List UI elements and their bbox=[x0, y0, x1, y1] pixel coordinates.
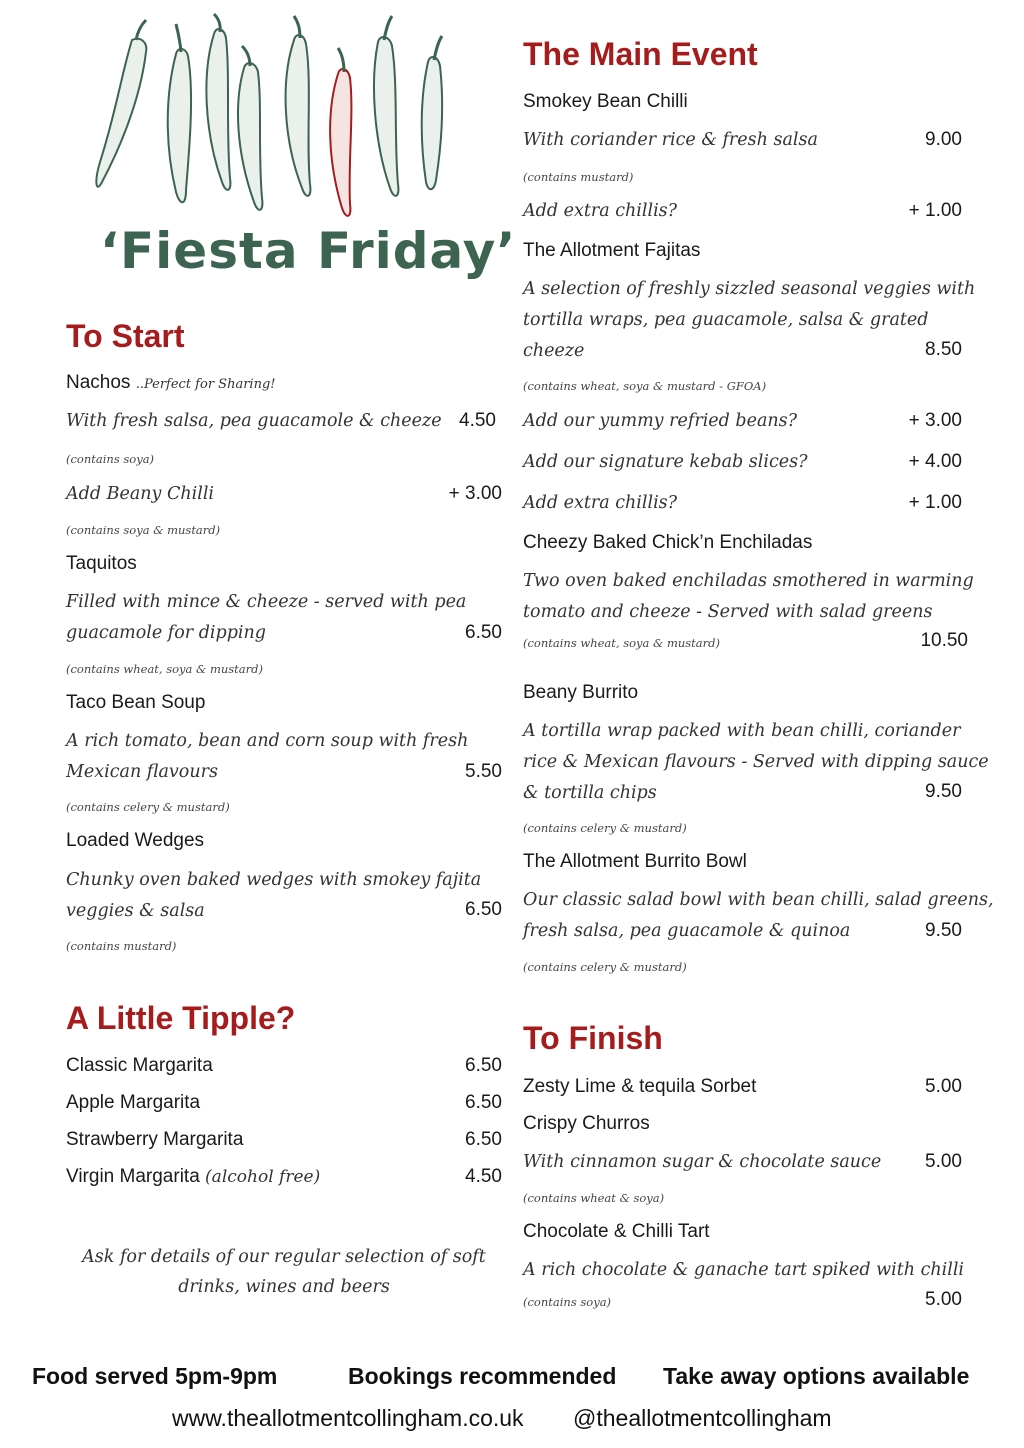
item-price: 9.50 bbox=[925, 781, 962, 802]
drink-price: 6.50 bbox=[465, 1055, 502, 1076]
chilli-icon bbox=[238, 46, 262, 210]
drinks-note-line: Ask for details of our regular selection of soft bbox=[82, 1247, 486, 1267]
drink-name: Virgin Margarita bbox=[66, 1166, 200, 1187]
chilli-red-icon bbox=[330, 48, 351, 216]
item-price: 5.00 bbox=[925, 1076, 962, 1097]
drinks-note bbox=[66, 1242, 502, 1302]
drink-virgin-margarita bbox=[66, 1166, 320, 1188]
item-price: 6.50 bbox=[465, 899, 502, 920]
item-price: 8.50 bbox=[925, 339, 962, 360]
item-description: rice & Mexican flavours - Served with dipping sauce bbox=[523, 752, 989, 772]
drink-price: 4.50 bbox=[465, 1166, 502, 1187]
allergen-note: (contains mustard) bbox=[523, 170, 634, 184]
addon-price: + 4.00 bbox=[908, 451, 962, 472]
addon-refried-beans: Add our yummy refried beans? bbox=[523, 411, 798, 431]
allergen-note: (contains celery & mustard) bbox=[523, 821, 687, 835]
menu-item-loaded-wedges: Loaded Wedges bbox=[66, 830, 205, 851]
allergen-note: (contains wheat, soya & mustard) bbox=[66, 662, 263, 676]
item-description: A selection of freshly sizzled seasonal veggies with bbox=[523, 279, 976, 299]
item-description: A tortilla wrap packed with bean chilli, coriander bbox=[523, 721, 961, 741]
item-price: 9.50 bbox=[925, 920, 962, 941]
menu-item-sorbet: Zesty Lime & tequila Sorbet bbox=[523, 1076, 757, 1097]
allergen-note: (contains wheat & soya) bbox=[523, 1191, 665, 1205]
addon-price: + 1.00 bbox=[908, 492, 962, 513]
chilli-icon bbox=[286, 16, 311, 196]
allergen-note: (contains soya & mustard) bbox=[66, 523, 221, 537]
drink-price: 6.50 bbox=[465, 1129, 502, 1150]
allergen-note: (contains mustard) bbox=[66, 939, 177, 953]
item-description: guacamole for dipping bbox=[66, 623, 267, 643]
item-description: A rich tomato, bean and corn soup with fresh bbox=[66, 731, 469, 751]
chilli-icon bbox=[96, 20, 146, 187]
item-description: Mexican flavours bbox=[66, 762, 218, 782]
section-heading-to-finish: To Finish bbox=[523, 1020, 663, 1056]
allergen-note: (contains soya) bbox=[523, 1295, 612, 1309]
chilli-icon bbox=[422, 36, 442, 189]
item-description: With coriander rice & fresh salsa bbox=[523, 130, 818, 150]
allergen-note: (contains celery & mustard) bbox=[66, 800, 230, 814]
item-description: With cinnamon sugar & chocolate sauce bbox=[523, 1152, 882, 1172]
menu-title: ‘Fiesta Friday’ bbox=[100, 222, 517, 280]
addon-price: + 3.00 bbox=[448, 483, 502, 504]
menu-item-nachos bbox=[66, 372, 276, 394]
item-price: 9.00 bbox=[925, 129, 962, 150]
item-description: Chunky oven baked wedges with smokey fajita bbox=[66, 870, 482, 890]
addon-price: + 3.00 bbox=[908, 410, 962, 431]
drink-classic-margarita: Classic Margarita bbox=[66, 1055, 213, 1076]
drink-apple-margarita: Apple Margarita bbox=[66, 1092, 201, 1113]
menu-item-taco-bean-soup: Taco Bean Soup bbox=[66, 692, 206, 713]
item-price: 4.50 bbox=[459, 410, 496, 431]
chilli-icon bbox=[374, 16, 398, 196]
addon-extra-chillis: Add extra chillis? bbox=[523, 201, 678, 221]
menu-item-smokey-bean-chilli: Smokey Bean Chilli bbox=[523, 91, 688, 112]
menu-item-churros: Crispy Churros bbox=[523, 1113, 650, 1134]
item-price: 10.50 bbox=[920, 630, 968, 651]
menu-item-chocolate-chilli-tart: Chocolate & Chilli Tart bbox=[523, 1221, 710, 1242]
item-price: 6.50 bbox=[465, 622, 502, 643]
item-description: fresh salsa, pea guacamole & quinoa bbox=[523, 921, 851, 941]
footer-social-handle[interactable]: @theallotmentcollingham bbox=[573, 1405, 832, 1431]
drinks-note-line: drinks, wines and beers bbox=[178, 1277, 390, 1297]
item-description: & tortilla chips bbox=[523, 783, 657, 803]
footer-takeaway: Take away options available bbox=[663, 1363, 970, 1389]
section-heading-to-start: To Start bbox=[66, 318, 185, 354]
item-description: A rich chocolate & ganache tart spiked with chilli bbox=[523, 1260, 965, 1280]
allergen-note: (contains soya) bbox=[66, 452, 155, 466]
footer-website-link[interactable]: www.theallotmentcollingham.co.uk bbox=[172, 1405, 524, 1431]
footer-bookings: Bookings recommended bbox=[348, 1363, 617, 1389]
addon-beany-chilli: Add Beany Chilli bbox=[66, 484, 215, 504]
menu-item-allotment-fajitas: The Allotment Fajitas bbox=[523, 240, 701, 261]
drink-note: (alcohol free) bbox=[205, 1167, 321, 1187]
drink-price: 6.50 bbox=[465, 1092, 502, 1113]
addon-kebab-slices: Add our signature kebab slices? bbox=[523, 452, 808, 472]
item-description: cheeze bbox=[523, 341, 585, 361]
item-tagline: ..Perfect for Sharing! bbox=[135, 377, 276, 392]
chilli-icon bbox=[168, 24, 191, 202]
menu-item-taquitos: Taquitos bbox=[66, 553, 137, 574]
menu-item-beany-burrito: Beany Burrito bbox=[523, 682, 639, 703]
item-description: Our classic salad bowl with bean chilli, salad greens, bbox=[523, 890, 994, 910]
item-description: tortilla wraps, pea guacamole, salsa & grated bbox=[523, 310, 929, 330]
item-price: 5.00 bbox=[925, 1151, 962, 1172]
footer-hours: Food served 5pm-9pm bbox=[32, 1363, 278, 1389]
chilli-illustration bbox=[80, 12, 460, 227]
menu-item-burrito-bowl: The Allotment Burrito Bowl bbox=[523, 851, 747, 872]
menu-item-enchiladas: Cheezy Baked Chick’n Enchiladas bbox=[523, 532, 813, 553]
allergen-note: (contains celery & mustard) bbox=[523, 960, 687, 974]
item-description: Two oven baked enchiladas smothered in warming bbox=[523, 571, 974, 591]
item-description: tomato and cheeze - Served with salad greens bbox=[523, 602, 933, 622]
allergen-note: (contains wheat, soya & mustard - GFOA) bbox=[523, 379, 767, 393]
drink-strawberry-margarita: Strawberry Margarita bbox=[66, 1129, 244, 1150]
section-heading-tipple: A Little Tipple? bbox=[66, 1000, 296, 1036]
item-price: 5.50 bbox=[465, 761, 502, 782]
item-price: 5.00 bbox=[925, 1289, 962, 1310]
item-description: veggies & salsa bbox=[66, 901, 205, 921]
item-name: Nachos bbox=[66, 372, 131, 393]
section-heading-main-event: The Main Event bbox=[523, 36, 758, 72]
addon-extra-chillis: Add extra chillis? bbox=[523, 493, 678, 513]
item-description: With fresh salsa, pea guacamole & cheeze bbox=[66, 411, 442, 431]
allergen-note: (contains wheat, soya & mustard) bbox=[523, 636, 720, 650]
addon-price: + 1.00 bbox=[908, 200, 962, 221]
item-description: Filled with mince & cheeze - served with pea bbox=[66, 592, 467, 612]
chilli-icon bbox=[206, 14, 230, 190]
